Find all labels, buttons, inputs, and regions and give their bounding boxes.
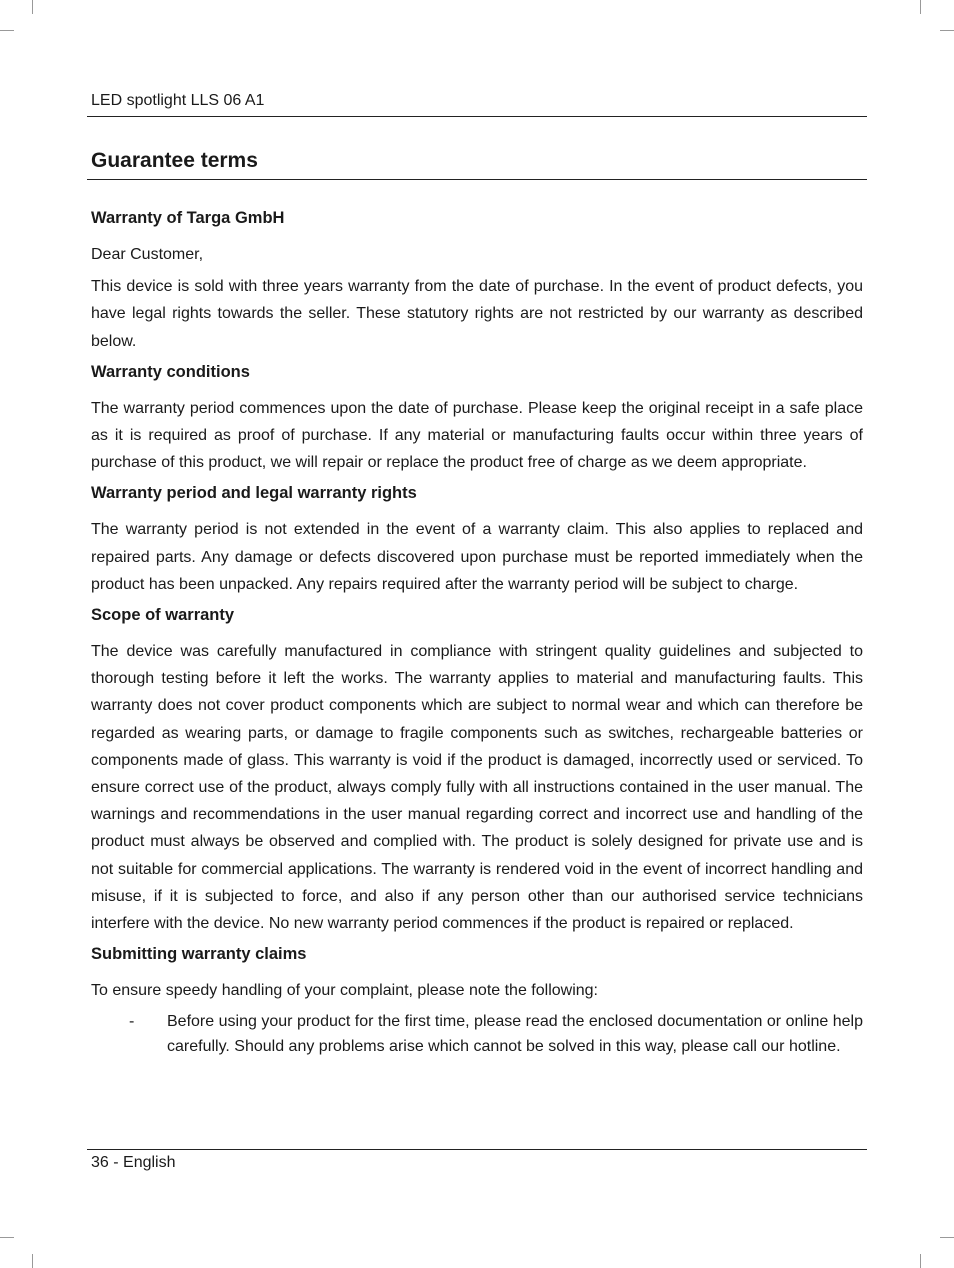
header-rule: [87, 116, 867, 117]
crop-mark: [0, 30, 14, 31]
paragraph-conditions: The warranty period commences upon the date of purchase. Please keep the original receipt in a safe place as it is required as proof of purchase. If any material or manufacturing faults occur within three years of purchase of this product, we will repair or replace the product free of charge as we deem appropriate.: [91, 399, 863, 472]
section-heading-scope: Scope of warranty: [91, 606, 235, 625]
crop-mark: [32, 1254, 33, 1268]
crop-mark: [0, 1237, 14, 1238]
section-heading-warranty-of: Warranty of Targa GmbH: [91, 209, 285, 227]
crop-mark: [940, 1237, 954, 1238]
crop-mark: [920, 0, 921, 14]
section-heading-claims: Submitting warranty claims: [91, 945, 307, 964]
crop-mark: [32, 0, 33, 14]
list-item-text: Before using your product for the first time, please read the enclosed documentation or online help carefully. Should any problems arise which cannot be solved in this way, please call our hotline.: [167, 1013, 863, 1055]
paragraph-warranty-of: This device is sold with three years warranty from the date of purchase. In the event of product defects, you have legal rights towards the seller. These statutory rights are not restricted by our warranty as described below.: [91, 278, 863, 350]
section-heading-period: Warranty period and legal warranty rights: [91, 484, 417, 503]
footer-rule: [87, 1149, 867, 1150]
title-rule: [87, 179, 867, 180]
paragraph-claims-intro: To ensure speedy handling of your complaint, please note the following:: [91, 982, 598, 1000]
bullet-marker: -: [129, 1013, 135, 1031]
page-footer: 36 - English: [91, 1154, 176, 1171]
paragraph-scope: The device was carefully manufactured in compliance with stringent quality guidelines and subjected to thorough testing before it left the works. The warranty applies to material and manufacturing faults. This warranty does not cover product components which are subject to normal wear and which can therefore be regarded as wearing parts, or damage to fragile components such as switches, rechargeable batteries or components made of glass. This warranty is void if the product is damaged, incorrectly used or serviced. To ensure correct use of the product, always comply fully with all instructions contained in the user manual. The warnings and recommendations in the user manual regarding correct and incorrect use and handling of the product must always be observed and complied with. The product is solely designed for private use and is not suitable for commercial applications. The warranty is rendered void in the event of incorrect handling and misuse, if it is subjected to force, and also if any person other than our authorised service technicians interfere with the device. No new warranty period commences if the product is repaired or replaced.: [91, 643, 863, 933]
crop-mark: [940, 30, 954, 31]
running-header: LED spotlight LLS 06 A1: [91, 92, 265, 109]
greeting: Dear Customer,: [91, 246, 204, 263]
page-title: Guarantee terms: [91, 149, 258, 172]
list-item: [91, 1010, 863, 1059]
paragraph-period: The warranty period is not extended in the event of a warranty claim. This also applies to replaced and repaired parts. Any damage or defects discovered upon purchase must be reported immediately when the product has been unpacked. Any repairs required after the warranty period will be subject to charge.: [91, 521, 863, 593]
crop-mark: [920, 1254, 921, 1268]
document-body: [91, 206, 863, 1059]
section-heading-conditions: Warranty conditions: [91, 362, 250, 381]
